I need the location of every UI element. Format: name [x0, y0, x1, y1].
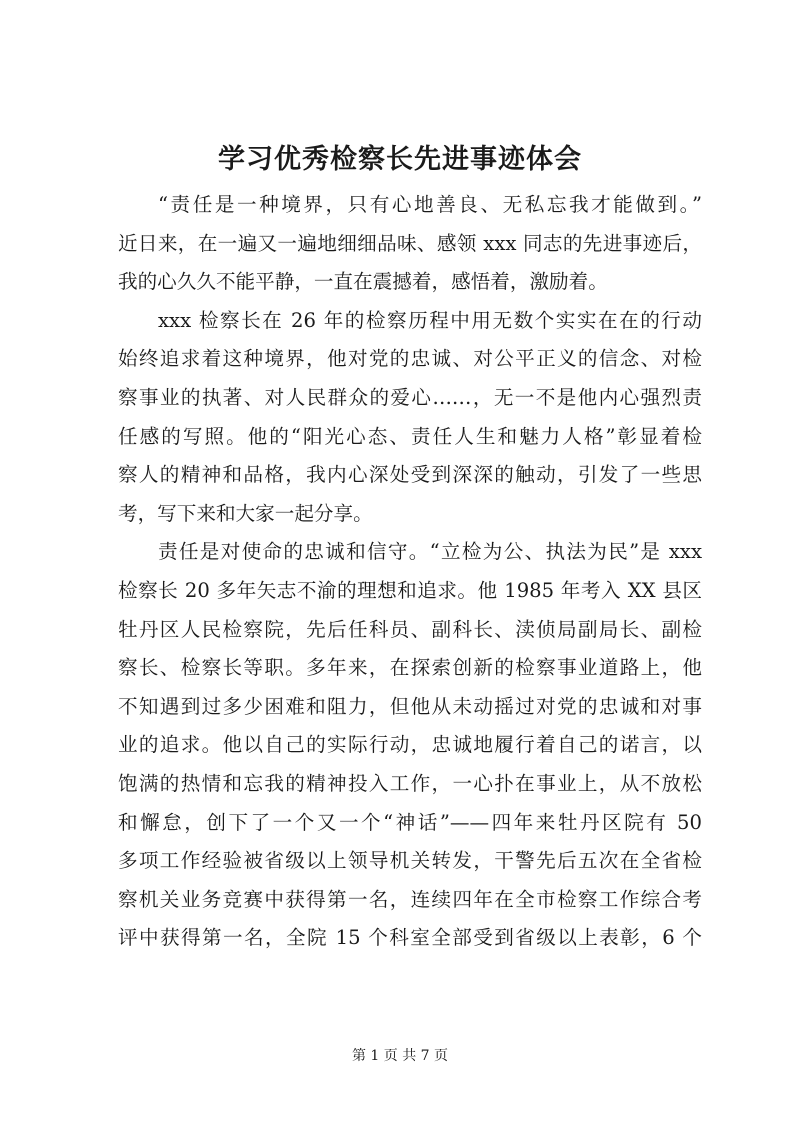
text-line: 和懈怠，创下了一个又一个“神话”——四年来牡丹区院有 50 [118, 810, 702, 834]
text-line: 任感的写照。他的“阳光心态、责任人生和魅力人格”彰显着检 [118, 424, 702, 448]
page-title: 学习优秀检察长先进事迹体会 [218, 144, 582, 175]
text-line: xxx 检察长在 26 年的检察历程中用无数个实实在在的行动 [158, 308, 702, 332]
text-line: 始终追求着这种境界，他对党的忠诚、对公平正义的信念、对检 [118, 347, 702, 371]
text-line: 察机关业务竞赛中获得第一名，连续四年在全市检察工作综合考 [118, 887, 702, 911]
text-line: 评中获得第一名，全院 15 个科室全部受到省级以上表彰，6 个 [118, 926, 702, 950]
paragraph [118, 186, 702, 302]
text-line: “责任是一种境界，只有心地善良、无私忘我才能做到。” [158, 193, 702, 216]
text-line: 饱满的热情和忘我的精神投入工作，一心扑在事业上，从不放松 [118, 771, 702, 795]
paragraph [118, 302, 702, 534]
text-line: 察事业的执著、对人民群众的爱心……，无一不是他内心强烈责 [118, 385, 702, 409]
text-line: 察长、检察长等职。多年来，在探索创新的检察事业道路上，他 [118, 656, 702, 680]
text-line: 我的心久久不能平静，一直在震撼着，感悟着，激励着。 [118, 270, 608, 294]
text-line: 多项工作经验被省级以上领导机关转发，干警先后五次在全省检 [118, 849, 702, 873]
text-line: 业的追求。他以自己的实际行动，忠诚地履行着自己的诺言，以 [118, 733, 702, 757]
document-body [118, 186, 702, 958]
page-number-footer: 第 1 页 共 7 页 [351, 1048, 449, 1064]
text-line: 牡丹区人民检察院，先后任科员、副科长、渎侦局副局长、副检 [118, 617, 702, 641]
paragraph [118, 533, 702, 958]
text-line: 察人的精神和品格，我内心深处受到深深的触动，引发了一些思 [118, 463, 702, 487]
text-line: 近日来，在一遍又一遍地细细品味、感领 xxx 同志的先进事迹后， [118, 231, 702, 255]
text-line: 责任是对使命的忠诚和信守。“立检为公、执法为民”是 xxx [158, 540, 702, 564]
text-line: 检察长 20 多年矢志不渝的理想和追求。他 1985 年考入 XX 县区 [118, 578, 702, 602]
text-line: 考，写下来和大家一起分享。 [118, 501, 373, 525]
text-line: 不知遇到过多少困难和阻力，但他从未动摇过对党的忠诚和对事 [118, 694, 702, 718]
